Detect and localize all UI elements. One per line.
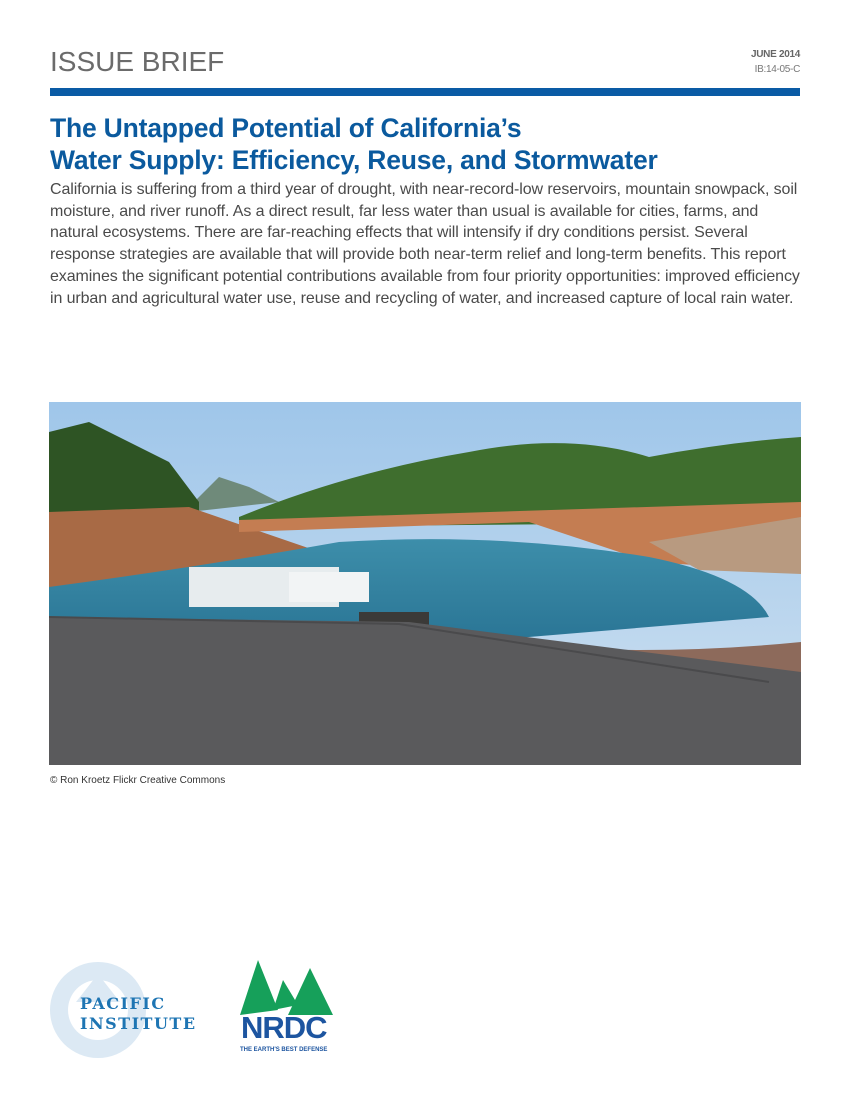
photo-caption: © Ron Kroetz Flickr Creative Commons (50, 775, 226, 786)
pacific-logo-line-2: INSTITUTE (80, 1014, 197, 1033)
nrdc-wordmark: NRDC (241, 1010, 327, 1045)
title-line-2: Water Supply: Efficiency, Reuse, and Stormwater (50, 145, 658, 175)
title-line-1: The Untapped Potential of California’s (50, 113, 522, 143)
issue-date: JUNE 2014 (751, 49, 800, 60)
nrdc-tagline: THE EARTH'S BEST DEFENSE (240, 1047, 328, 1053)
pacific-logo-line-1: PACIFIC (80, 994, 166, 1013)
issue-brief-label: ISSUE BRIEF (50, 46, 225, 77)
intro-paragraph: California is suffering from a third year of drought, with near-record-low reservoirs, mountain snowpack, soil moisture, and river runoff. As a direct result, far less water than usual is available for cities, farms, and natural ecosystems. There are far-reaching effects that will intensify if dry conditions persist. Several response strategies are available that will provide both near-term relief and long-term benefits. This report examines the significant potential contributions available from four priority opportunities: improved efficiency in urban and agricultural water use, reuse and recycling of water, and increased capture of local rain water. (50, 181, 800, 307)
nrdc-trees-icon (238, 960, 338, 1015)
document-title (50, 112, 658, 176)
header-divider (50, 88, 800, 96)
reservoir-photo (49, 402, 801, 765)
issue-code: IB:14-05-C (754, 64, 800, 75)
